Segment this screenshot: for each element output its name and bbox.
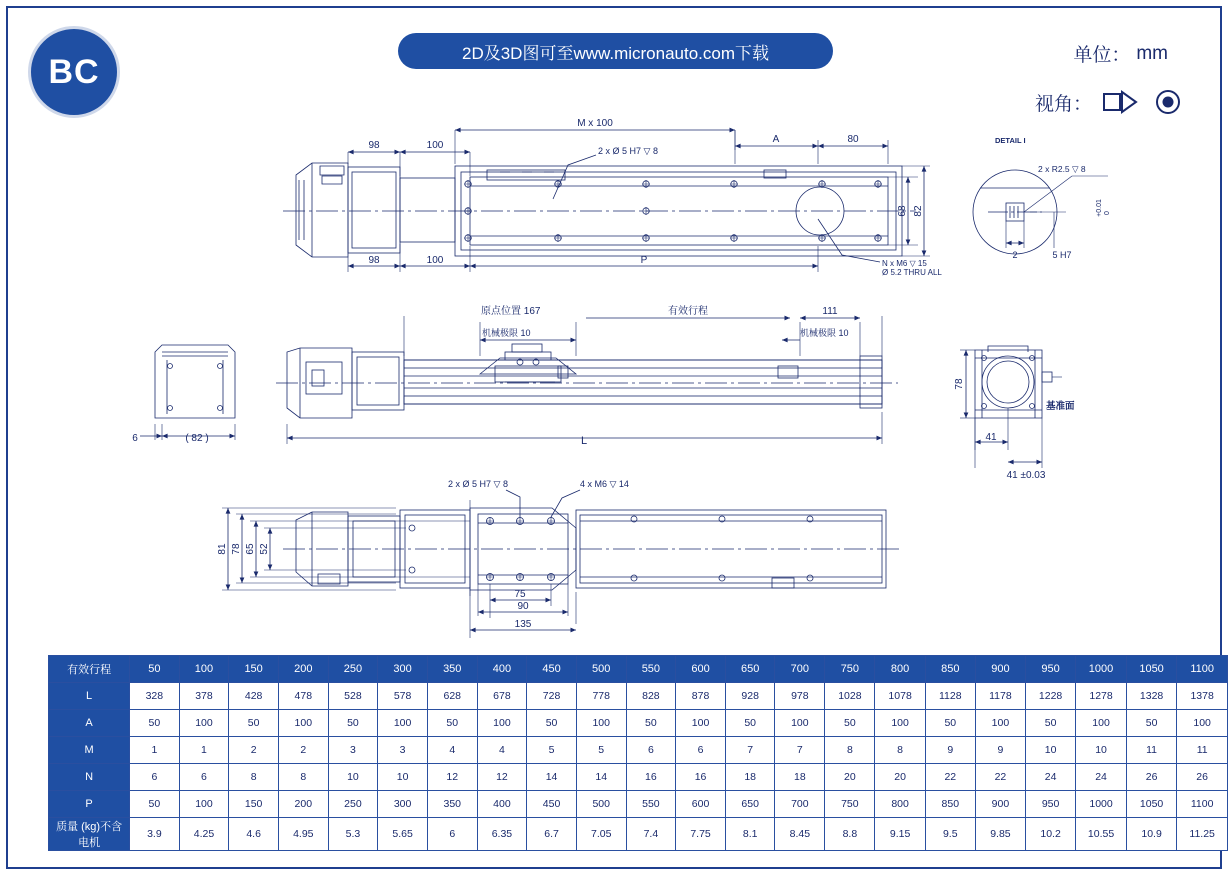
table-cell: 100 bbox=[576, 710, 626, 737]
dim-100-bottom: 100 bbox=[426, 255, 444, 266]
dim-98-top: 98 bbox=[368, 140, 380, 151]
table-header-cell: 800 bbox=[875, 656, 925, 683]
table-cell: 378 bbox=[179, 683, 229, 710]
table-cell: 50 bbox=[229, 710, 279, 737]
table-cell: 6 bbox=[626, 737, 676, 764]
dim-80: 80 bbox=[847, 134, 859, 145]
table-cell: 778 bbox=[576, 683, 626, 710]
table-header-cell: 750 bbox=[825, 656, 875, 683]
table-header-cell: 150 bbox=[229, 656, 279, 683]
table-cell: 100 bbox=[975, 710, 1025, 737]
table-cell: 10.55 bbox=[1076, 818, 1127, 851]
table-cell: 1228 bbox=[1025, 683, 1075, 710]
table-cell: 728 bbox=[527, 683, 577, 710]
table-cell: 10 bbox=[378, 764, 428, 791]
table-header-cell: 1100 bbox=[1177, 656, 1228, 683]
row-label: M bbox=[49, 737, 130, 764]
table-header-cell: 950 bbox=[1025, 656, 1075, 683]
table-cell: 1000 bbox=[1076, 791, 1127, 818]
table-cell: 26 bbox=[1126, 764, 1176, 791]
limit-left: 机械极限 10 bbox=[482, 328, 531, 338]
note-thru: Ø 5.2 THRU ALL bbox=[882, 268, 942, 277]
table-header-cell: 有效行程 bbox=[49, 656, 130, 683]
table-cell: 11 bbox=[1126, 737, 1176, 764]
table-cell: 3 bbox=[328, 737, 378, 764]
dim-82: 82 bbox=[913, 205, 924, 217]
table-header-cell: 50 bbox=[130, 656, 179, 683]
limit-right: 机械极限 10 bbox=[800, 328, 849, 338]
table-cell: 7 bbox=[725, 737, 775, 764]
table-cell: 11.25 bbox=[1177, 818, 1228, 851]
view-icons bbox=[1102, 88, 1182, 116]
table-cell: 16 bbox=[676, 764, 726, 791]
table-cell: 22 bbox=[925, 764, 975, 791]
table-cell: 4.25 bbox=[179, 818, 229, 851]
note-pin-holes-top: 2 x Ø 5 H7 ▽ 8 bbox=[598, 146, 658, 156]
unit-line bbox=[1073, 40, 1168, 67]
table-header-cell: 600 bbox=[676, 656, 726, 683]
datum-label: 基准面 bbox=[1046, 401, 1075, 412]
table-header-cell: 1050 bbox=[1126, 656, 1176, 683]
table-cell: 50 bbox=[130, 791, 179, 818]
table-cell: 20 bbox=[875, 764, 925, 791]
row-label: A bbox=[49, 710, 130, 737]
table-cell: 12 bbox=[477, 764, 527, 791]
table-cell: 8.45 bbox=[775, 818, 825, 851]
page-title: 2D及3D图可至www.micronauto.com下载 bbox=[461, 43, 769, 63]
table-cell: 9.15 bbox=[875, 818, 925, 851]
view-line bbox=[1035, 88, 1182, 116]
table-cell: 100 bbox=[1177, 710, 1228, 737]
table-cell: 10 bbox=[1076, 737, 1127, 764]
table-cell: 650 bbox=[725, 791, 775, 818]
dim-6: 6 bbox=[132, 433, 138, 444]
stroke-label: 有效行程 bbox=[668, 306, 708, 317]
table-header-cell: 900 bbox=[975, 656, 1025, 683]
unit-label: 单位： bbox=[1073, 45, 1131, 66]
table-cell: 1328 bbox=[1126, 683, 1176, 710]
table-cell: 828 bbox=[626, 683, 676, 710]
table-cell: 50 bbox=[725, 710, 775, 737]
logo-badge bbox=[28, 26, 120, 118]
row-label: L bbox=[49, 683, 130, 710]
table-cell: 200 bbox=[278, 791, 328, 818]
table-row bbox=[49, 683, 1228, 710]
dim-98-bottom: 98 bbox=[368, 255, 380, 266]
dim-111: 111 bbox=[822, 306, 838, 317]
table-cell: 578 bbox=[378, 683, 428, 710]
table-cell: 5 bbox=[527, 737, 577, 764]
table-cell: 100 bbox=[179, 710, 229, 737]
table-cell: 1278 bbox=[1076, 683, 1127, 710]
dim-81: 81 bbox=[217, 543, 228, 555]
row-label: 质量 (kg)不含电机 bbox=[49, 818, 130, 851]
table-cell: 24 bbox=[1076, 764, 1127, 791]
table-cell: 7 bbox=[775, 737, 825, 764]
table-header-cell: 550 bbox=[626, 656, 676, 683]
dim-82-side: ( 82 ) bbox=[185, 433, 209, 444]
table-cell: 800 bbox=[875, 791, 925, 818]
dim-78-bottom: 78 bbox=[231, 543, 242, 555]
table-row bbox=[49, 818, 1228, 851]
table-cell: 9 bbox=[925, 737, 975, 764]
dim-A: A bbox=[772, 134, 780, 145]
table-header-row bbox=[49, 656, 1228, 683]
dim-90: 90 bbox=[517, 601, 529, 612]
table-cell: 8.1 bbox=[725, 818, 775, 851]
table-cell: 878 bbox=[676, 683, 726, 710]
table-cell: 4 bbox=[477, 737, 527, 764]
table-cell: 600 bbox=[676, 791, 726, 818]
table-cell: 950 bbox=[1025, 791, 1075, 818]
dim-78-end: 78 bbox=[954, 378, 965, 390]
spec-table bbox=[48, 655, 1228, 851]
table-cell: 50 bbox=[328, 710, 378, 737]
dim-M100: M x 100 bbox=[577, 118, 613, 129]
note-r25: 2 x R2.5 ▽ 8 bbox=[1038, 164, 1086, 174]
table-cell: 5.65 bbox=[378, 818, 428, 851]
table-cell: 11 bbox=[1177, 737, 1228, 764]
table-cell: 478 bbox=[278, 683, 328, 710]
table-cell: 5 bbox=[576, 737, 626, 764]
detail-tol-zero: 0 bbox=[1104, 211, 1111, 215]
table-cell: 1050 bbox=[1126, 791, 1176, 818]
table-cell: 100 bbox=[676, 710, 726, 737]
table-header-cell: 850 bbox=[925, 656, 975, 683]
table-cell: 1 bbox=[130, 737, 179, 764]
table-cell: 50 bbox=[825, 710, 875, 737]
table-cell: 300 bbox=[378, 791, 428, 818]
table-cell: 328 bbox=[130, 683, 179, 710]
dim-100-top: 100 bbox=[426, 140, 444, 151]
detail-dim-2: 2 bbox=[1012, 250, 1018, 260]
table-header-cell: 450 bbox=[527, 656, 577, 683]
table-cell: 10.9 bbox=[1126, 818, 1176, 851]
table-cell: 1028 bbox=[825, 683, 875, 710]
table-cell: 8 bbox=[278, 764, 328, 791]
table-cell: 100 bbox=[179, 791, 229, 818]
table-cell: 5.3 bbox=[328, 818, 378, 851]
table-cell: 900 bbox=[975, 791, 1025, 818]
table-cell: 700 bbox=[775, 791, 825, 818]
table-header-cell: 700 bbox=[775, 656, 825, 683]
table-cell: 12 bbox=[428, 764, 478, 791]
dim-P: P bbox=[640, 255, 648, 266]
table-cell: 100 bbox=[378, 710, 428, 737]
table-cell: 50 bbox=[428, 710, 478, 737]
table-cell: 750 bbox=[825, 791, 875, 818]
table-cell: 500 bbox=[576, 791, 626, 818]
table-cell: 18 bbox=[725, 764, 775, 791]
table-cell: 1378 bbox=[1177, 683, 1228, 710]
table-cell: 50 bbox=[1126, 710, 1176, 737]
table-cell: 100 bbox=[875, 710, 925, 737]
table-cell: 4 bbox=[428, 737, 478, 764]
table-header-cell: 200 bbox=[278, 656, 328, 683]
table-row bbox=[49, 764, 1228, 791]
dim-135: 135 bbox=[514, 619, 532, 630]
table-cell: 350 bbox=[428, 791, 478, 818]
table-cell: 50 bbox=[527, 710, 577, 737]
dim-52: 52 bbox=[259, 543, 270, 555]
table-cell: 450 bbox=[527, 791, 577, 818]
table-cell: 100 bbox=[477, 710, 527, 737]
table-header-cell: 300 bbox=[378, 656, 428, 683]
table-cell: 528 bbox=[328, 683, 378, 710]
table-cell: 978 bbox=[775, 683, 825, 710]
dim-68: 68 bbox=[897, 205, 908, 217]
note-tap-m6: N x M6 ▽ 15 bbox=[882, 259, 927, 268]
table-cell: 9 bbox=[975, 737, 1025, 764]
table-cell: 16 bbox=[626, 764, 676, 791]
table-cell: 400 bbox=[477, 791, 527, 818]
table-cell: 100 bbox=[1076, 710, 1127, 737]
table-cell: 1128 bbox=[925, 683, 975, 710]
table-cell: 8 bbox=[875, 737, 925, 764]
table-cell: 10 bbox=[328, 764, 378, 791]
table-cell: 4.95 bbox=[278, 818, 328, 851]
table-row bbox=[49, 737, 1228, 764]
dim-41-tol: 41 ±0.03 bbox=[1006, 470, 1046, 481]
table-header-cell: 650 bbox=[725, 656, 775, 683]
table-cell: 4.6 bbox=[229, 818, 279, 851]
row-label: N bbox=[49, 764, 130, 791]
logo-text: BC bbox=[48, 52, 100, 91]
table-cell: 7.75 bbox=[676, 818, 726, 851]
title-banner bbox=[398, 33, 833, 69]
table-cell: 6 bbox=[179, 764, 229, 791]
table-header-cell: 250 bbox=[328, 656, 378, 683]
front-view-icon bbox=[1102, 89, 1142, 115]
table-row bbox=[49, 791, 1228, 818]
table-cell: 20 bbox=[825, 764, 875, 791]
table-cell: 100 bbox=[775, 710, 825, 737]
table-cell: 928 bbox=[725, 683, 775, 710]
table-cell: 22 bbox=[975, 764, 1025, 791]
table-cell: 1078 bbox=[875, 683, 925, 710]
table-cell: 628 bbox=[428, 683, 478, 710]
table-cell: 7.4 bbox=[626, 818, 676, 851]
detail-tol: +0.01 bbox=[1096, 199, 1103, 217]
table-cell: 10 bbox=[1025, 737, 1075, 764]
table-cell: 250 bbox=[328, 791, 378, 818]
table-cell: 428 bbox=[229, 683, 279, 710]
table-cell: 6 bbox=[130, 764, 179, 791]
dim-75: 75 bbox=[514, 589, 526, 600]
table-header-cell: 100 bbox=[179, 656, 229, 683]
detail-label: DETAIL I bbox=[995, 136, 1026, 145]
table-cell: 10.2 bbox=[1025, 818, 1075, 851]
table-header-cell: 400 bbox=[477, 656, 527, 683]
table-header-cell: 500 bbox=[576, 656, 626, 683]
view-label: 视角： bbox=[1034, 93, 1092, 115]
detail-dim-5h7: 5 H7 bbox=[1052, 250, 1072, 260]
table-cell: 9.85 bbox=[975, 818, 1025, 851]
unit-value: mm bbox=[1136, 42, 1168, 64]
section-view-icon bbox=[1154, 88, 1182, 116]
table-cell: 50 bbox=[1025, 710, 1075, 737]
table-cell: 6.7 bbox=[527, 818, 577, 851]
table-cell: 8.8 bbox=[825, 818, 875, 851]
table-cell: 6.35 bbox=[477, 818, 527, 851]
table-cell: 50 bbox=[925, 710, 975, 737]
table-cell: 6 bbox=[428, 818, 478, 851]
table-cell: 26 bbox=[1177, 764, 1228, 791]
dim-65: 65 bbox=[245, 543, 256, 555]
table-cell: 7.05 bbox=[576, 818, 626, 851]
table-cell: 14 bbox=[576, 764, 626, 791]
table-cell: 8 bbox=[229, 764, 279, 791]
table-cell: 24 bbox=[1025, 764, 1075, 791]
table-cell: 18 bbox=[775, 764, 825, 791]
table-row bbox=[49, 710, 1228, 737]
table-cell: 1100 bbox=[1177, 791, 1228, 818]
table-cell: 850 bbox=[925, 791, 975, 818]
table-cell: 9.5 bbox=[925, 818, 975, 851]
table-cell: 3 bbox=[378, 737, 428, 764]
table-cell: 100 bbox=[278, 710, 328, 737]
table-cell: 678 bbox=[477, 683, 527, 710]
note-pin-holes-bottom: 2 x Ø 5 H7 ▽ 8 bbox=[448, 479, 508, 489]
note-tap-4xm6: 4 x M6 ▽ 14 bbox=[580, 479, 629, 489]
table-cell: 150 bbox=[229, 791, 279, 818]
table-cell: 2 bbox=[278, 737, 328, 764]
table-cell: 2 bbox=[229, 737, 279, 764]
table-header-cell: 1000 bbox=[1076, 656, 1127, 683]
row-label: P bbox=[49, 791, 130, 818]
table-header-cell: 350 bbox=[428, 656, 478, 683]
table-cell: 50 bbox=[626, 710, 676, 737]
table-cell: 1178 bbox=[975, 683, 1025, 710]
table-cell: 6 bbox=[676, 737, 726, 764]
dim-41: 41 bbox=[985, 432, 997, 443]
table-cell: 50 bbox=[130, 710, 179, 737]
table-cell: 550 bbox=[626, 791, 676, 818]
dim-L: L bbox=[580, 435, 588, 447]
origin-position: 原点位置 167 bbox=[481, 306, 541, 317]
table-cell: 14 bbox=[527, 764, 577, 791]
table-cell: 8 bbox=[825, 737, 875, 764]
table-cell: 3.9 bbox=[130, 818, 179, 851]
table-cell: 1 bbox=[179, 737, 229, 764]
